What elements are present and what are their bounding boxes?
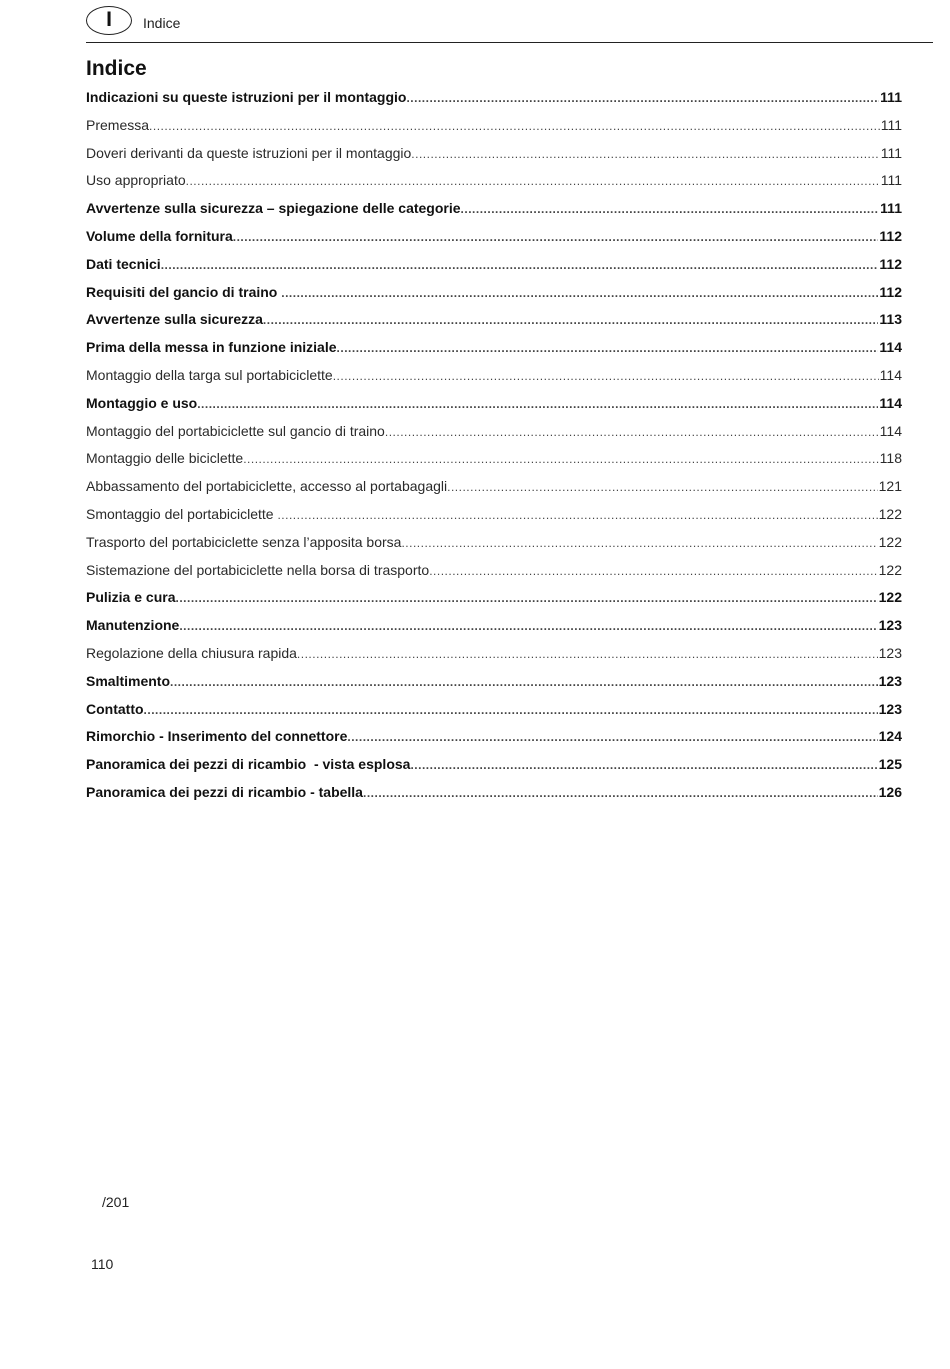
toc-leader-dots [281,280,878,308]
toc-entry-page: 125 [878,756,902,773]
toc-entry-label: Regolazione della chiusura rapida [86,644,297,661]
toc-entry-label: Panoramica dei pezzi di ricambio - vista esplosa [86,756,411,773]
toc-entry-page: 112 [879,283,902,300]
toc-entry[interactable] [86,279,902,307]
toc-entry[interactable] [86,640,902,668]
toc-leader-dots [347,724,877,752]
toc-entry-page: 122 [878,505,902,522]
toc-entry-label: Rimorchio - Inserimento del connettore [86,728,348,745]
toc-entry[interactable] [86,306,902,334]
toc-leader-dots [461,196,880,224]
toc-entry-page: 113 [879,311,902,328]
toc-entry-page: 114 [879,394,902,411]
toc-entry[interactable] [86,696,902,724]
toc-entry-page: 123 [878,672,902,689]
toc-leader-dots [410,752,877,780]
toc-entry[interactable] [86,723,902,751]
toc-leader-dots [175,585,877,613]
toc-entry[interactable] [86,140,902,168]
toc-entry-label: Panoramica dei pezzi di ricambio - tabella [86,783,363,800]
toc-leader-dots [161,252,879,280]
toc-entry-label: Smaltimento [86,672,171,689]
toc-entry-page: 111 [880,89,902,105]
toc-entry-label: Premessa [86,116,150,133]
toc-leader-dots [411,141,879,169]
header-title: Indice [143,15,181,31]
toc-entry[interactable] [86,779,902,807]
toc-entry-label: Avvertenze sulla sicurezza [86,311,263,328]
toc-entry-page: 114 [879,339,902,356]
toc-entry[interactable] [86,223,902,251]
toc-entry-label: Montaggio della targa sul portabiciclette [86,366,333,383]
toc-entry[interactable] [86,529,902,557]
toc-entry[interactable] [86,167,902,195]
toc-leader-dots [406,85,879,113]
toc-leader-dots [337,335,879,363]
toc-leader-dots [243,446,878,474]
toc-entry-page: 124 [878,728,902,745]
toc-entry-page: 126 [878,783,902,800]
toc-entry[interactable] [86,751,902,779]
toc-entry-page: 123 [878,700,902,717]
toc-entry[interactable] [86,390,902,418]
toc-entry-page: 114 [879,366,902,383]
toc-leader-dots [363,780,878,808]
toc-leader-dots [186,168,880,196]
toc-entry-page: 121 [878,478,902,495]
page-number: 110 [91,1256,114,1272]
toc-entry[interactable] [86,501,902,529]
toc-entry-page: 111 [880,144,902,161]
toc-entry-page: 122 [878,533,902,550]
toc-leader-dots [263,307,879,335]
toc-entry[interactable] [86,195,902,223]
toc-entry[interactable] [86,584,902,612]
toc-entry-page: 111 [880,116,902,133]
toc-entry[interactable] [86,557,902,585]
toc-entry-page: 122 [878,589,902,606]
toc-entry-label: Avvertenze sulla sicurezza – spiegazione delle categorie [86,200,461,217]
toc-entry-label: Indicazioni su queste istruzioni per il montaggio [86,89,407,105]
toc-leader-dots [297,641,878,669]
toc-entry-page: 123 [878,644,902,661]
language-badge: I [86,6,132,35]
toc-entry-label: Montaggio e uso [86,394,198,411]
toc-leader-dots [233,224,879,252]
toc-entry-label: Trasporto del portabiciclette senza l’apposita borsa [86,533,402,550]
toc-entry-page: 123 [878,617,902,634]
toc-leader-dots [447,474,878,502]
toc-leader-dots [197,391,878,419]
toc-entry[interactable] [86,445,902,473]
toc-entry-page: 118 [879,450,902,467]
toc-leader-dots [179,613,877,641]
toc-entry-label: Manutenzione [86,617,180,634]
toc-leader-dots [277,502,877,530]
toc-entry[interactable] [86,473,902,501]
page-header [86,5,933,43]
toc-entry-label: Volume della fornitura [86,227,233,244]
page-title: Indice [86,57,147,80]
toc-entry-label: Requisiti del gancio di traino [86,283,282,300]
toc-entry[interactable] [86,612,902,640]
toc-entry[interactable] [86,84,902,112]
toc-entry[interactable] [86,112,902,140]
toc-entry-page: 112 [879,227,902,244]
toc-entry-label: Prima della messa in funzione iniziale [86,339,337,356]
toc-entry-label: Contatto [86,700,144,717]
toc-entry-label: Montaggio delle biciclette [86,450,244,467]
toc-leader-dots [401,530,877,558]
footer-code: /201 [102,1194,130,1210]
toc-entry-label: Montaggio del portabiciclette sul gancio di traino [86,422,385,439]
toc-entry-page: 111 [880,172,902,189]
toc-entry-page: 114 [879,422,902,439]
toc-leader-dots [144,697,878,725]
toc-leader-dots [333,363,879,391]
toc-entry-label: Dati tecnici [86,255,161,272]
toc-entry[interactable] [86,418,902,446]
toc-entry-label: Doveri derivanti da queste istruzioni per il montaggio [86,144,412,161]
toc-entry[interactable] [86,251,902,279]
toc-entry-label: Smontaggio del portabiciclette [86,505,278,522]
toc-entry-page: 122 [878,561,902,578]
table-of-contents [86,84,902,807]
toc-entry-label: Uso appropriato [86,172,186,189]
toc-leader-dots [170,669,878,697]
toc-entry-label: Pulizia e cura [86,589,176,606]
toc-entry-label: Abbassamento del portabiciclette, accesso al portabagagli [86,478,448,495]
toc-entry[interactable] [86,668,902,696]
toc-leader-dots [149,113,880,141]
toc-entry-label: Sistemazione del portabiciclette nella borsa di trasporto [86,561,430,578]
toc-entry-page: 112 [879,255,902,272]
toc-entry[interactable] [86,362,902,390]
toc-entry-page: 111 [880,200,902,217]
toc-leader-dots [429,558,877,586]
toc-leader-dots [385,419,879,447]
toc-entry[interactable] [86,334,902,362]
